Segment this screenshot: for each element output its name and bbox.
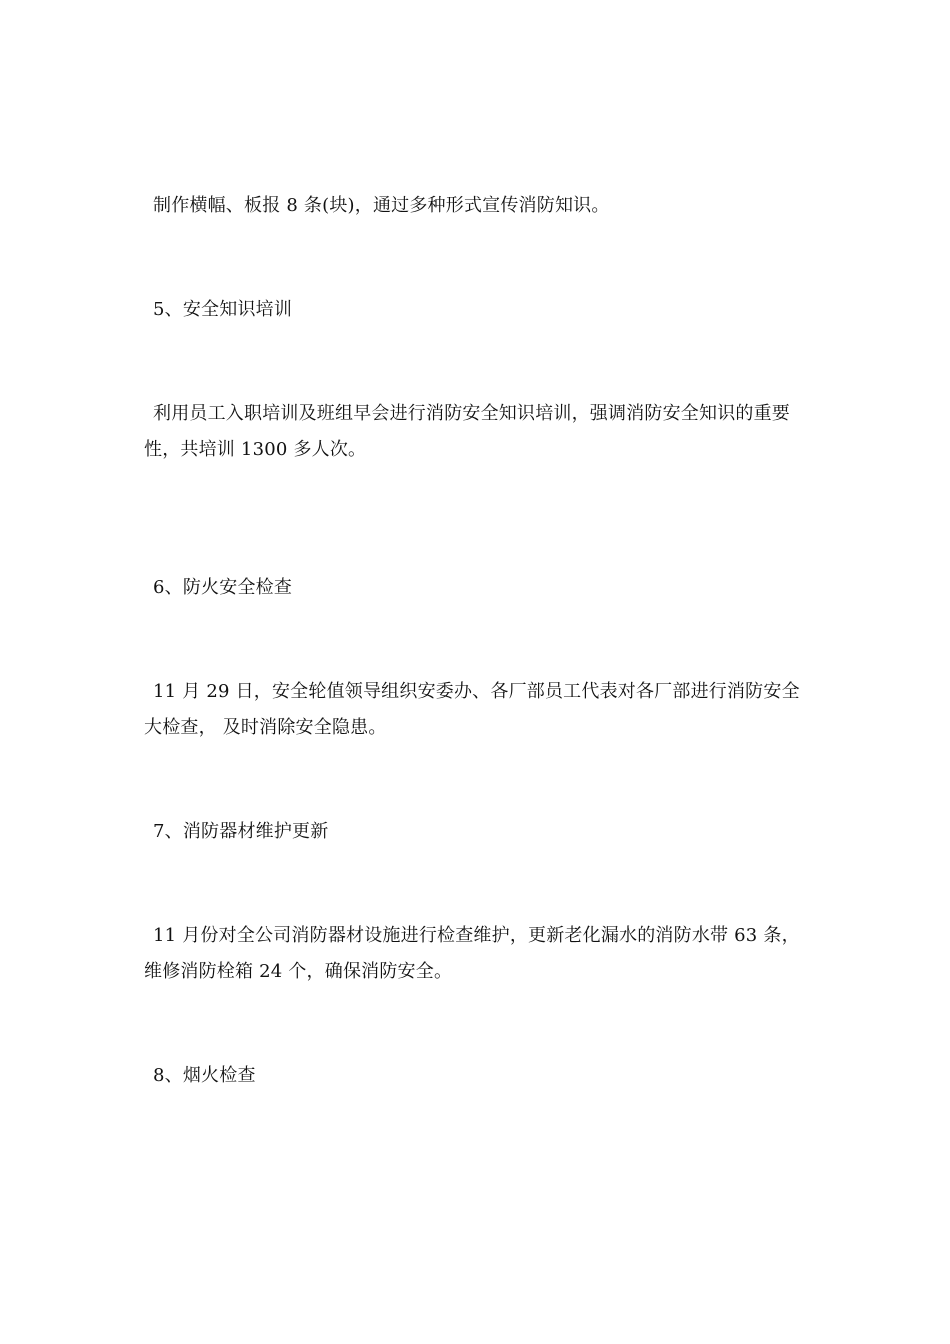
- paragraph-equipment-maintenance: 11 月份对全公司消防器材设施进行检查维护，更新老化漏水的消防水带 63 条，维修消防栓箱 24 个，确保消防安全。: [144, 925, 800, 982]
- heading-safety-training: 5、安全知识培训: [153, 299, 293, 320]
- paragraph-fire-inspection: 11 月 29 日，安全轮值领导组织安委办、各厂部员工代表对各厂部进行消防安全大检查， 及时消除安全隐患。: [144, 681, 800, 738]
- paragraph-publicity: 制作横幅、板报 8 条(块)，通过多种形式宣传消防知识。: [153, 195, 610, 216]
- heading-smoke-fire-inspection: 8、烟火检查: [153, 1065, 256, 1086]
- heading-fire-inspection: 6、防火安全检查: [153, 577, 293, 598]
- paragraph-safety-training: 利用员工入职培训及班组早会进行消防安全知识培训，强调消防安全知识的重要性，共培训 1300 多人次。: [144, 403, 790, 460]
- heading-equipment-maintenance: 7、消防器材维护更新: [153, 821, 329, 842]
